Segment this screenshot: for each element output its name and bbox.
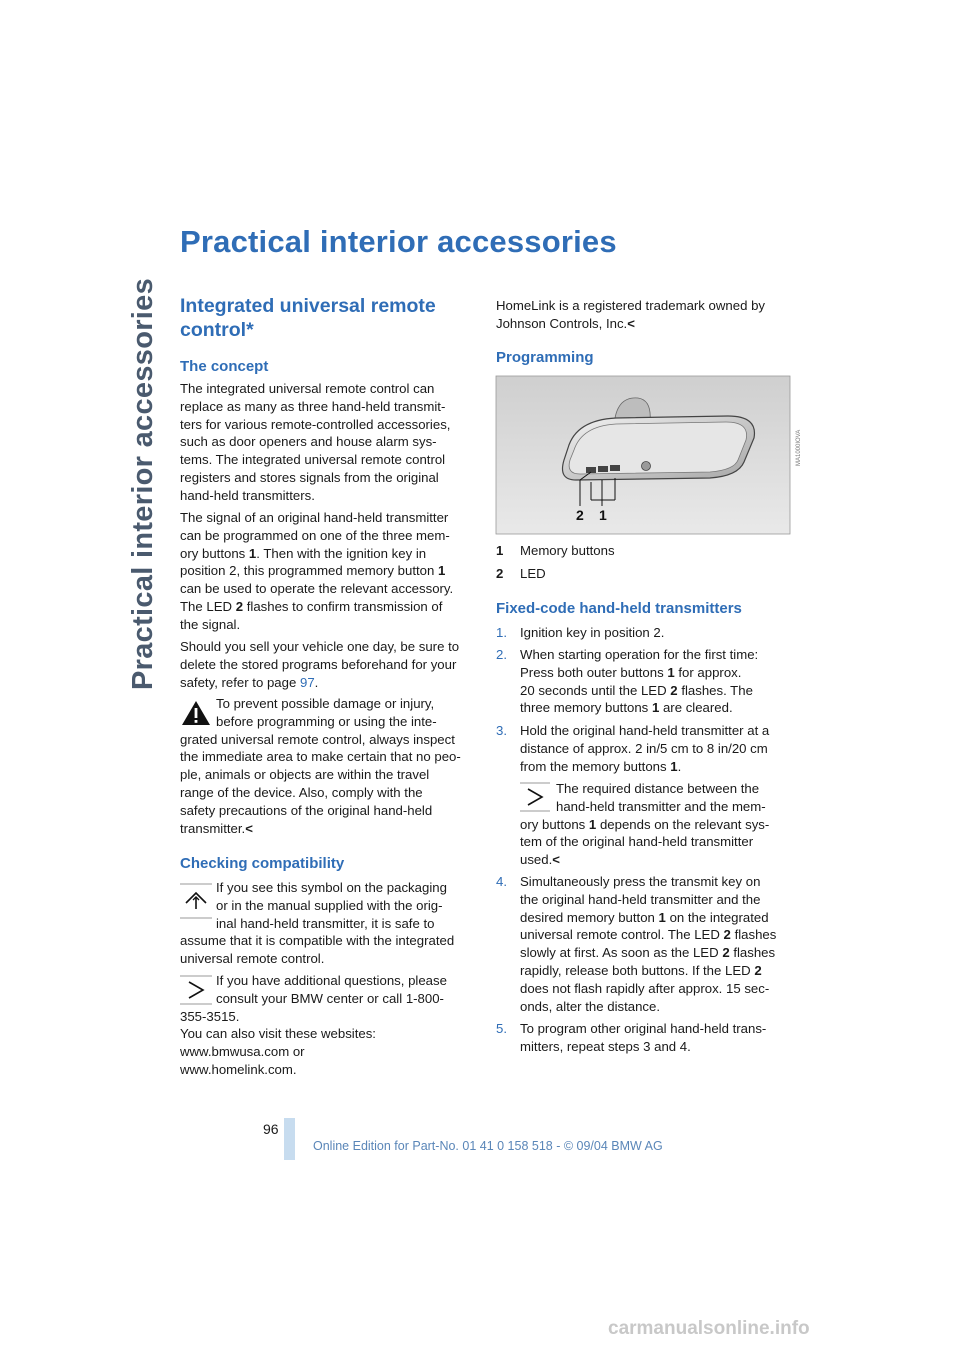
compat-heading: Checking compatibility xyxy=(180,855,345,872)
edition-text: Online Edition for Part-No. 01 41 0 158 518 - © 09/04 BMW AG xyxy=(313,1139,663,1153)
figure-code: MA1000IOVA xyxy=(796,429,802,466)
page-title: Practical interior accessories xyxy=(180,224,617,259)
concept-paragraph-3: Should you sell your vehicle one day, be sure to delete the stored programs beforehand for your safety, refer to page 97. xyxy=(180,639,460,690)
concept-paragraph-2: The signal of an original hand-held transmitter can be programmed on one of the three mem- ory buttons 1. Then with the ignition key in position 2, this programmed memory button 1 can be used to operate the relevant accessory. The LED 2 flashes to confirm transmission of the signal. xyxy=(180,510,454,632)
legend-item: 1 Memory buttons xyxy=(496,543,615,558)
concept-paragraph-1: The integrated universal remote control can replace as many as three hand-held transmit- ters for various remote-controlled accessories, such as door openers and house alarm sys- tems. The integrated universal remote control registers and stores signals from the original hand-held transmitters. xyxy=(180,381,451,503)
page-number: 96 xyxy=(263,1121,279,1137)
programming-heading: Programming xyxy=(496,349,594,366)
figure-label-1: 1 xyxy=(599,507,607,523)
page-link[interactable]: 97 xyxy=(299,674,315,690)
section-title: Integrated universal remote control* xyxy=(180,295,436,341)
concept-heading: The concept xyxy=(180,358,269,375)
distance-note: The required distance between the hand-held transmitter and the mem- ory buttons 1 depends on the relevant sys- tem of the original hand-held transmitter used.< xyxy=(520,781,770,868)
side-tab xyxy=(118,230,160,690)
warning-text: To prevent possible damage or injury, before programming or using the inte- grated universal remote control, always inspect the immediate area to make certain that no peo- ple, animals or objects are within the travel range of the device. Also, comply with the safety precautions of the original hand-held transmitter.< xyxy=(180,696,461,836)
footer-bar xyxy=(284,1118,295,1160)
figure-legend xyxy=(496,542,790,583)
compat-paragraph-2: If you have additional questions, please consult your BMW center or call 1-800- 355-3515. You can also visit these websites: www.bmwusa.com or www.homelink.com. xyxy=(180,973,447,1077)
side-tab-label: Practical interior accessories xyxy=(127,277,159,690)
rearview-mirror-figure xyxy=(496,376,802,534)
trademark-text: HomeLink is a registered trademark owned by Johnson Controls, Inc.< xyxy=(496,298,766,331)
fixed-code-heading: Fixed-code hand-held transmitters xyxy=(496,600,742,617)
figure-label-2: 2 xyxy=(576,507,584,523)
legend-item: 2 LED xyxy=(496,565,546,581)
compat-paragraph-1: If you see this symbol on the packaging or in the manual supplied with the orig- inal hand-held transmitter, it is safe to assume that it is compatible with the integrated universal remote control. xyxy=(180,880,455,967)
watermark: carmanualsonline.info xyxy=(608,1318,810,1339)
